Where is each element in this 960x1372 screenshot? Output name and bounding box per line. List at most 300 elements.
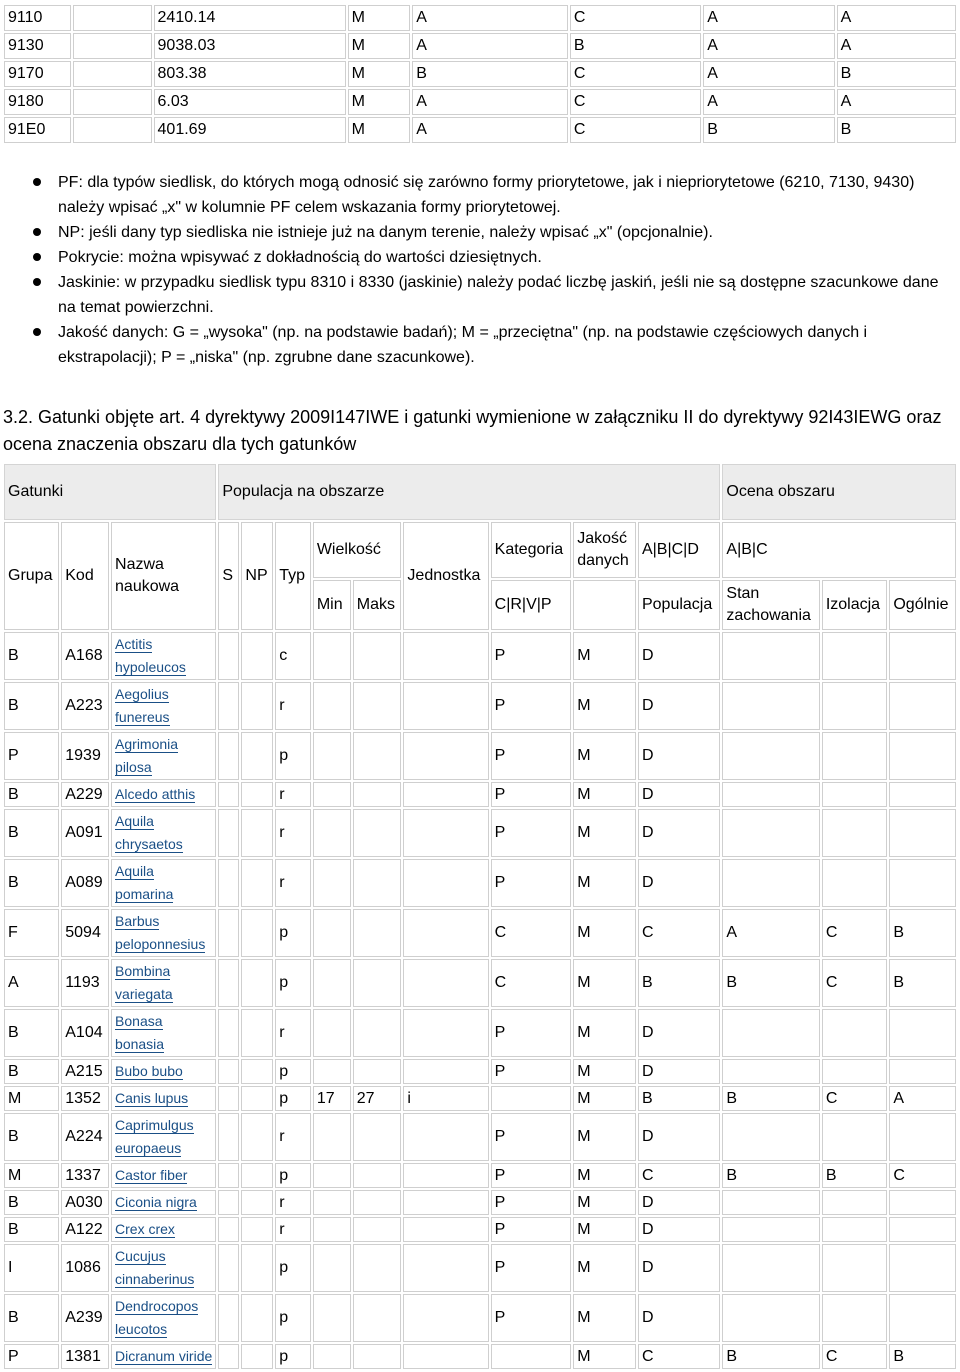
species-row — [4, 1244, 956, 1292]
species-min-cell — [313, 959, 351, 1007]
species-min-cell — [313, 1294, 351, 1342]
species-min-cell — [313, 1190, 351, 1215]
species-jakosc-cell: M — [573, 959, 636, 1007]
species-name-link[interactable] — [115, 963, 173, 1003]
species-stan-cell — [722, 682, 819, 730]
species-row — [4, 782, 956, 807]
species-kategoria-cell: P — [491, 1113, 572, 1161]
species-maks-cell — [353, 1059, 402, 1084]
species-grupa-cell: B — [4, 859, 59, 907]
header-ogolnie: Ogólnie — [889, 580, 956, 630]
habitat-cell: 9130 — [4, 33, 71, 59]
species-jednostka-cell — [403, 859, 488, 907]
species-name-part: Agrimonia — [115, 736, 179, 752]
species-kod-cell: 5094 — [61, 909, 109, 957]
species-ogolnie-cell — [889, 1294, 956, 1342]
species-populacja-cell: D — [638, 732, 720, 780]
species-ogolnie-cell — [889, 1113, 956, 1161]
species-ogolnie-cell: A — [889, 1086, 956, 1111]
species-izolacja-cell — [822, 682, 888, 730]
species-name-cell — [111, 959, 216, 1007]
species-kod-cell: A089 — [61, 859, 109, 907]
species-row — [4, 1009, 956, 1057]
header-s: S — [218, 522, 239, 630]
species-row — [4, 682, 956, 730]
species-izolacja-cell: C — [822, 959, 888, 1007]
species-jednostka-cell — [403, 682, 488, 730]
species-typ-cell: p — [275, 1294, 311, 1342]
species-stan-cell: A — [722, 909, 819, 957]
species-populacja-cell: C — [638, 1163, 720, 1188]
habitat-cell: M — [348, 61, 411, 87]
species-name-cell — [111, 1163, 216, 1188]
species-row — [4, 632, 956, 680]
habitat-cell: C — [570, 89, 701, 115]
species-jakosc-cell: M — [573, 1217, 636, 1242]
species-s-cell — [218, 809, 239, 857]
species-name-part: Aquila pomarina — [115, 863, 174, 902]
species-stan-cell — [722, 1059, 819, 1084]
species-kod-cell: 1352 — [61, 1086, 109, 1111]
species-name-part: Bubo bubo — [115, 1063, 183, 1079]
species-name-part: Alcedo atthis — [115, 786, 196, 802]
species-jednostka-cell — [403, 1190, 488, 1215]
species-name-cell — [111, 1086, 216, 1111]
species-stan-cell: B — [722, 1163, 819, 1188]
species-s-cell — [218, 682, 239, 730]
species-populacja-cell: D — [638, 1059, 720, 1084]
species-kod-cell: A224 — [61, 1113, 109, 1161]
species-name-part: peloponnesius — [115, 936, 206, 952]
habitat-cell: 6.03 — [154, 89, 346, 115]
species-populacja-cell: C — [638, 1344, 720, 1369]
species-jednostka-cell — [403, 959, 488, 1007]
section-heading: 3.2. Gatunki objęte art. 4 dyrektywy 2009I147IWE i gatunki wymienione w załączniku II do dyrektywy 92I43IEWG oraz ocena znaczenia obszaru dla tych gatunków — [3, 407, 942, 454]
species-izolacja-cell — [822, 1217, 888, 1242]
habitat-cell: A — [703, 5, 834, 31]
species-typ-cell: p — [275, 1244, 311, 1292]
species-s-cell — [218, 632, 239, 680]
species-jednostka-cell — [403, 732, 488, 780]
species-typ-cell: p — [275, 1086, 311, 1111]
species-grupa-cell: B — [4, 1217, 59, 1242]
species-min-cell — [313, 1344, 351, 1369]
species-np-cell — [241, 1217, 273, 1242]
species-populacja-cell: D — [638, 782, 720, 807]
species-name-part: Barbus — [115, 913, 160, 929]
species-s-cell — [218, 1059, 239, 1084]
species-jakosc-cell: M — [573, 632, 636, 680]
species-name-cell — [111, 909, 216, 957]
species-np-cell — [241, 859, 273, 907]
species-ogolnie-cell: B — [889, 909, 956, 957]
species-typ-cell: p — [275, 1344, 311, 1369]
species-jakosc-cell: M — [573, 1244, 636, 1292]
species-name-cell — [111, 1217, 216, 1242]
species-maks-cell — [353, 1294, 402, 1342]
species-kod-cell: A091 — [61, 809, 109, 857]
species-maks-cell — [353, 859, 402, 907]
species-maks-cell — [353, 1244, 402, 1292]
species-grupa-cell: B — [4, 782, 59, 807]
species-jakosc-cell: M — [573, 1344, 636, 1369]
species-np-cell — [241, 1086, 273, 1111]
habitat-cell: B — [412, 61, 568, 87]
species-maks-cell — [353, 782, 402, 807]
species-populacja-cell: D — [638, 682, 720, 730]
species-typ-cell: c — [275, 632, 311, 680]
species-name-cell — [111, 1344, 216, 1369]
species-row — [4, 1190, 956, 1215]
species-typ-cell: r — [275, 1113, 311, 1161]
habitat-cell: C — [570, 5, 701, 31]
species-kod-cell: A215 — [61, 1059, 109, 1084]
species-kod-cell: A122 — [61, 1217, 109, 1242]
species-row — [4, 1113, 956, 1161]
species-grupa-cell: P — [4, 1344, 59, 1369]
habitat-table — [2, 3, 958, 145]
header-abc: A|B|C — [722, 522, 956, 578]
header-grupa: Grupa — [4, 522, 59, 630]
header-kategoria: Kategoria — [491, 522, 572, 578]
species-izolacja-cell — [822, 859, 888, 907]
species-np-cell — [241, 732, 273, 780]
species-populacja-cell: C — [638, 909, 720, 957]
species-populacja-cell: D — [638, 1217, 720, 1242]
habitat-cell: M — [348, 33, 411, 59]
species-ogolnie-cell — [889, 1190, 956, 1215]
species-ogolnie-cell — [889, 1009, 956, 1057]
species-kategoria-cell: C — [491, 959, 572, 1007]
species-stan-cell — [722, 782, 819, 807]
habitat-cell: A — [703, 89, 834, 115]
species-populacja-cell: D — [638, 632, 720, 680]
species-min-cell — [313, 1113, 351, 1161]
species-stan-cell: B — [722, 959, 819, 1007]
header-crvp: C|R|V|P — [491, 580, 572, 630]
species-name-link[interactable] — [115, 1348, 212, 1365]
species-s-cell — [218, 1217, 239, 1242]
species-name-link[interactable] — [115, 736, 178, 776]
note-jakosc: Jakość danych: G = „wysoka" (np. na podstawie badań); M = „przeciętna" (np. na podstawie częściowych danych i ekstrapolacji); P = „niska" (np. zgrubne dane szacunkowe). — [58, 320, 960, 370]
species-min-cell — [313, 732, 351, 780]
habitat-cell: B — [570, 33, 701, 59]
species-izolacja-cell — [822, 632, 888, 680]
species-typ-cell: r — [275, 1009, 311, 1057]
species-np-cell — [241, 782, 273, 807]
species-name-link[interactable] — [115, 686, 169, 726]
species-name-link[interactable] — [115, 1298, 198, 1338]
habitat-cell: A — [412, 117, 568, 143]
species-kod-cell: 1337 — [61, 1163, 109, 1188]
species-jednostka-cell — [403, 632, 488, 680]
species-populacja-cell: D — [638, 1190, 720, 1215]
species-name-link[interactable] — [115, 1013, 164, 1053]
header-izolacja: Izolacja — [822, 580, 888, 630]
species-min-cell — [313, 1217, 351, 1242]
header-abcd: A|B|C|D — [638, 522, 720, 578]
species-maks-cell — [353, 1113, 402, 1161]
species-grupa-cell: B — [4, 1294, 59, 1342]
species-maks-cell — [353, 909, 402, 957]
species-izolacja-cell — [822, 809, 888, 857]
species-name-cell — [111, 1113, 216, 1161]
notes-list — [0, 170, 960, 370]
species-typ-cell: p — [275, 909, 311, 957]
species-s-cell — [218, 909, 239, 957]
species-jakosc-cell: M — [573, 1059, 636, 1084]
species-name-link[interactable] — [115, 786, 195, 803]
species-stan-cell — [722, 1217, 819, 1242]
species-typ-cell: r — [275, 1190, 311, 1215]
species-name-part: Ciconia nigra — [115, 1194, 197, 1210]
species-name-part: leucotos — [115, 1321, 168, 1337]
species-name-link[interactable] — [115, 1248, 194, 1288]
habitat-cell: A — [837, 5, 956, 31]
species-stan-cell — [722, 809, 819, 857]
habitat-cell: B — [837, 61, 956, 87]
habitat-cell: A — [703, 61, 834, 87]
species-name-cell — [111, 782, 216, 807]
habitat-cell — [73, 33, 152, 59]
species-name-part: funereus — [115, 709, 170, 725]
species-name-part: Crex crex — [115, 1221, 175, 1237]
header-kod: Kod — [61, 522, 109, 630]
species-name-part: Cucujus — [115, 1248, 166, 1264]
species-jakosc-cell: M — [573, 1009, 636, 1057]
species-min-cell — [313, 1059, 351, 1084]
habitat-table-body — [4, 5, 956, 143]
species-grupa-cell: M — [4, 1086, 59, 1111]
species-name-link[interactable] — [115, 913, 205, 953]
species-np-cell — [241, 959, 273, 1007]
species-name-cell — [111, 1190, 216, 1215]
species-name-link[interactable] — [115, 636, 186, 676]
species-name-part: cinnaberinus — [115, 1271, 195, 1287]
habitat-row — [4, 5, 956, 31]
species-izolacja-cell — [822, 1113, 888, 1161]
species-np-cell — [241, 632, 273, 680]
species-maks-cell — [353, 1217, 402, 1242]
species-populacja-cell: D — [638, 1294, 720, 1342]
species-s-cell — [218, 782, 239, 807]
species-kategoria-cell: P — [491, 1059, 572, 1084]
species-kategoria-cell: P — [491, 809, 572, 857]
note-pokrycie: Pokrycie: można wpisywać z dokładnością do wartości dziesiętnych. — [58, 245, 960, 270]
species-maks-cell — [353, 959, 402, 1007]
species-maks-cell — [353, 632, 402, 680]
species-typ-cell: p — [275, 1163, 311, 1188]
species-kategoria-cell: P — [491, 782, 572, 807]
species-maks-cell — [353, 809, 402, 857]
species-min-cell — [313, 632, 351, 680]
species-typ-cell: p — [275, 959, 311, 1007]
species-np-cell — [241, 1113, 273, 1161]
species-stan-cell — [722, 1294, 819, 1342]
species-kategoria-cell: P — [491, 859, 572, 907]
header-wielkosc: Wielkość — [313, 522, 402, 578]
species-populacja-cell: B — [638, 1086, 720, 1111]
species-grupa-cell: P — [4, 732, 59, 780]
species-izolacja-cell: B — [822, 1163, 888, 1188]
species-maks-cell — [353, 682, 402, 730]
species-izolacja-cell: C — [822, 909, 888, 957]
species-s-cell — [218, 732, 239, 780]
species-kategoria-cell: P — [491, 1009, 572, 1057]
species-ogolnie-cell — [889, 632, 956, 680]
species-jednostka-cell — [403, 1294, 488, 1342]
species-izolacja-cell — [822, 1059, 888, 1084]
habitat-cell: 9038.03 — [154, 33, 346, 59]
species-name-part: hypoleucos — [115, 659, 186, 675]
species-min-cell: 17 — [313, 1086, 351, 1111]
species-stan-cell — [722, 1190, 819, 1215]
species-izolacja-cell — [822, 1190, 888, 1215]
species-name-part: Caprimulgus — [115, 1117, 194, 1133]
species-name-part: Actitis — [115, 636, 153, 652]
species-row — [4, 809, 956, 857]
habitat-cell: A — [703, 33, 834, 59]
species-name-cell — [111, 1009, 216, 1057]
species-populacja-cell: B — [638, 959, 720, 1007]
habitat-cell: 9110 — [4, 5, 71, 31]
species-name-link[interactable] — [115, 1063, 183, 1080]
habitat-cell: M — [348, 5, 411, 31]
species-izolacja-cell — [822, 782, 888, 807]
note-pf: PF: dla typów siedlisk, do których mogą odnosić się zarówno formy priorytetowe, jak i niepriorytetowe (6210, 7130, 9430) należy wpisać „x" w kolumnie PF celem wskazania formy priorytetowej. — [58, 170, 960, 220]
species-name-link[interactable] — [115, 1221, 175, 1238]
species-typ-cell: r — [275, 682, 311, 730]
species-name-cell — [111, 732, 216, 780]
species-maks-cell: 27 — [353, 1086, 402, 1111]
species-np-cell — [241, 1059, 273, 1084]
species-np-cell — [241, 682, 273, 730]
species-typ-cell: r — [275, 859, 311, 907]
habitat-cell: C — [570, 117, 701, 143]
species-jednostka-cell — [403, 909, 488, 957]
species-s-cell — [218, 1113, 239, 1161]
species-kategoria-cell — [491, 1344, 572, 1369]
species-name-cell — [111, 682, 216, 730]
species-np-cell — [241, 1163, 273, 1188]
species-name-link[interactable] — [115, 1090, 188, 1107]
habitat-cell — [73, 61, 152, 87]
species-name-link[interactable] — [115, 1117, 194, 1157]
species-min-cell — [313, 809, 351, 857]
species-jakosc-cell: M — [573, 1086, 636, 1111]
species-grupa-cell: I — [4, 1244, 59, 1292]
species-ogolnie-cell — [889, 1217, 956, 1242]
species-populacja-cell: D — [638, 809, 720, 857]
species-kod-cell: A229 — [61, 782, 109, 807]
species-name-cell — [111, 1059, 216, 1084]
header-gatunki: Gatunki — [4, 464, 216, 520]
species-kategoria-cell: C — [491, 909, 572, 957]
species-np-cell — [241, 1294, 273, 1342]
species-name-part: europaeus — [115, 1140, 182, 1156]
species-maks-cell — [353, 1163, 402, 1188]
species-izolacja-cell — [822, 732, 888, 780]
species-name-link[interactable] — [115, 1167, 187, 1184]
habitat-row — [4, 117, 956, 143]
species-stan-cell: B — [722, 1344, 819, 1369]
species-izolacja-cell: C — [822, 1086, 888, 1111]
species-name-part: pilosa — [115, 759, 152, 775]
species-name-link[interactable] — [115, 1194, 197, 1211]
species-jednostka-cell — [403, 1113, 488, 1161]
habitat-cell: 2410.14 — [154, 5, 346, 31]
species-jakosc-cell: M — [573, 1113, 636, 1161]
species-kod-cell: 1086 — [61, 1244, 109, 1292]
species-typ-cell: r — [275, 1217, 311, 1242]
note-np: NP: jeśli dany typ siedliska nie istnieje już na danym terenie, należy wpisać „x" (opcjonalnie). — [58, 220, 960, 245]
species-ogolnie-cell — [889, 809, 956, 857]
species-maks-cell — [353, 732, 402, 780]
species-name-part: Bombina — [115, 963, 171, 979]
species-min-cell — [313, 1163, 351, 1188]
species-name-part: Dendrocopos — [115, 1298, 199, 1314]
species-min-cell — [313, 859, 351, 907]
species-ogolnie-cell — [889, 1059, 956, 1084]
species-name-link[interactable] — [115, 863, 173, 903]
species-grupa-cell: M — [4, 1163, 59, 1188]
species-kod-cell: 1939 — [61, 732, 109, 780]
species-kod-cell: A168 — [61, 632, 109, 680]
species-jednostka-cell — [403, 1009, 488, 1057]
habitat-cell: A — [412, 89, 568, 115]
species-name-cell — [111, 809, 216, 857]
header-stan: Stan zachowania — [722, 580, 819, 630]
species-ogolnie-cell: B — [889, 1344, 956, 1369]
species-populacja-cell: D — [638, 1009, 720, 1057]
species-kategoria-cell: P — [491, 1190, 572, 1215]
species-s-cell — [218, 959, 239, 1007]
species-name-link[interactable] — [115, 813, 183, 853]
species-row — [4, 1059, 956, 1084]
header-jakosc: Jakość danych — [573, 522, 636, 578]
species-name-cell — [111, 859, 216, 907]
species-jakosc-cell: M — [573, 1190, 636, 1215]
species-row — [4, 1086, 956, 1111]
species-grupa-cell: B — [4, 632, 59, 680]
habitat-cell: 401.69 — [154, 117, 346, 143]
species-grupa-cell: B — [4, 1009, 59, 1057]
species-name-part: Aquila — [115, 813, 154, 829]
species-maks-cell — [353, 1190, 402, 1215]
species-name-part: variegata — [115, 986, 173, 1002]
species-typ-cell: r — [275, 809, 311, 857]
species-kategoria-cell: P — [491, 1294, 572, 1342]
species-izolacja-cell — [822, 1294, 888, 1342]
species-min-cell — [313, 782, 351, 807]
habitat-cell — [73, 5, 152, 31]
species-kategoria-cell: P — [491, 732, 572, 780]
species-jakosc-cell: M — [573, 859, 636, 907]
header-jednostka: Jednostka — [403, 522, 488, 630]
species-kategoria-cell: P — [491, 1163, 572, 1188]
header-maks: Maks — [353, 580, 402, 630]
species-grupa-cell: B — [4, 1190, 59, 1215]
species-grupa-cell: B — [4, 682, 59, 730]
species-ogolnie-cell — [889, 859, 956, 907]
species-kod-cell: 1381 — [61, 1344, 109, 1369]
habitat-cell: 803.38 — [154, 61, 346, 87]
species-grupa-cell: A — [4, 959, 59, 1007]
header-ocena: Ocena obszaru — [722, 464, 956, 520]
species-stan-cell — [722, 732, 819, 780]
habitat-cell: A — [412, 5, 568, 31]
species-jednostka-cell — [403, 1059, 488, 1084]
